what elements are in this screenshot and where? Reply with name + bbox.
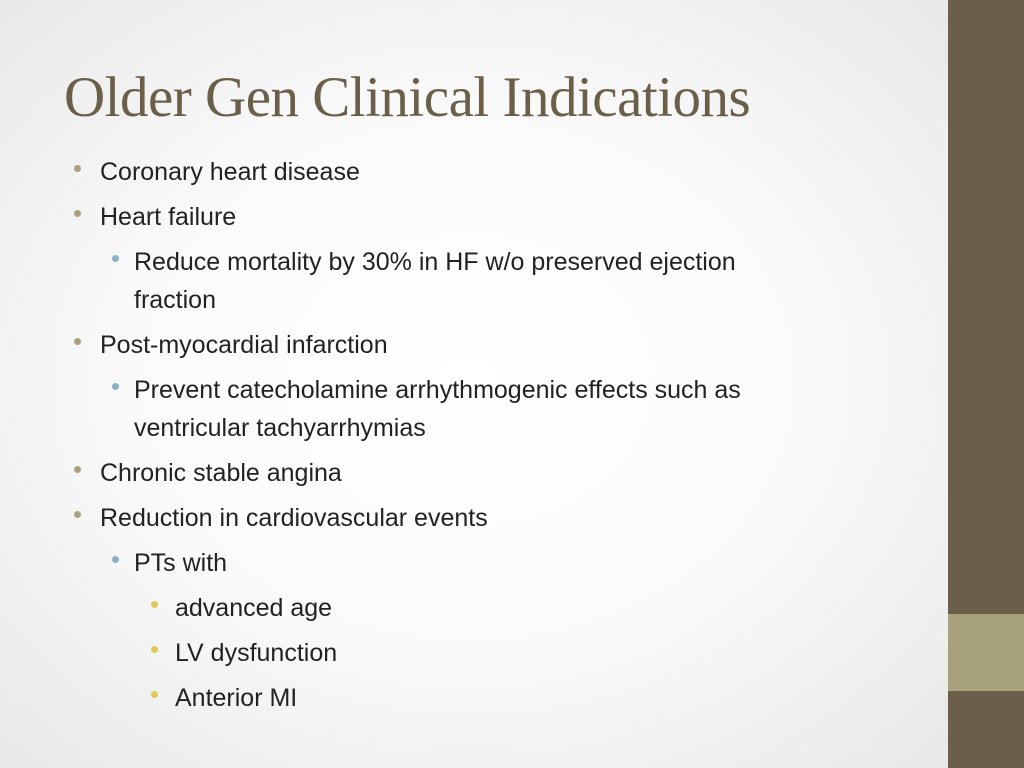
- bullet-item: [100, 499, 488, 537]
- bullet-text: Anterior MI: [175, 684, 298, 712]
- bullet-marker-icon: [74, 165, 81, 172]
- bullet-marker-icon: [112, 556, 119, 563]
- bullet-text: Post-myocardial infarction: [100, 331, 388, 359]
- sub-sub-bullet-item: [175, 589, 332, 627]
- sub-bullet-item: [134, 371, 741, 409]
- bullet-item: [100, 198, 236, 236]
- bullet-text: LV dysfunction: [175, 639, 338, 667]
- bullet-text: PTs with: [134, 549, 228, 577]
- bullet-marker-icon: [74, 210, 81, 217]
- bullet-marker-icon: [151, 601, 158, 608]
- sub-sub-bullet-item: [175, 679, 297, 717]
- bullet-text: Reduction in cardiovascular events: [100, 504, 488, 532]
- bullet-text: Heart failure: [100, 203, 237, 231]
- bullet-marker-icon: [151, 646, 158, 653]
- bullet-marker-icon: [112, 255, 119, 262]
- bullet-marker-icon: [151, 691, 158, 698]
- bullet-marker-icon: [112, 383, 119, 390]
- bullet-marker-icon: [74, 466, 81, 473]
- bullet-text: Chronic stable angina: [100, 459, 342, 487]
- bullet-text: Prevent catecholamine arrhythmogenic effects such as: [134, 376, 741, 404]
- bullet-item: [100, 454, 342, 492]
- bullet-marker-icon: [74, 338, 81, 345]
- bullet-marker-icon: [74, 511, 81, 518]
- bullet-text: Reduce mortality by 30% in HF w/o preserved ejection: [134, 248, 736, 276]
- bullet-text: Coronary heart disease: [100, 158, 360, 186]
- slide-title: Older Gen Clinical Indications: [64, 66, 751, 129]
- sidebar-accent-band: [948, 614, 1024, 691]
- bullet-text: ventricular tachyarrhymias: [134, 414, 426, 442]
- decorative-sidebar: [948, 0, 1024, 768]
- sub-bullet-item: [134, 243, 736, 281]
- bullet-continuation: [134, 409, 426, 447]
- bullet-item: [100, 153, 360, 191]
- bullet-text: advanced age: [175, 594, 333, 622]
- bullet-text: fraction: [134, 286, 216, 314]
- bullet-continuation: [134, 281, 216, 319]
- sub-sub-bullet-item: [175, 634, 337, 672]
- sub-bullet-item: [134, 544, 227, 582]
- bullet-item: [100, 326, 388, 364]
